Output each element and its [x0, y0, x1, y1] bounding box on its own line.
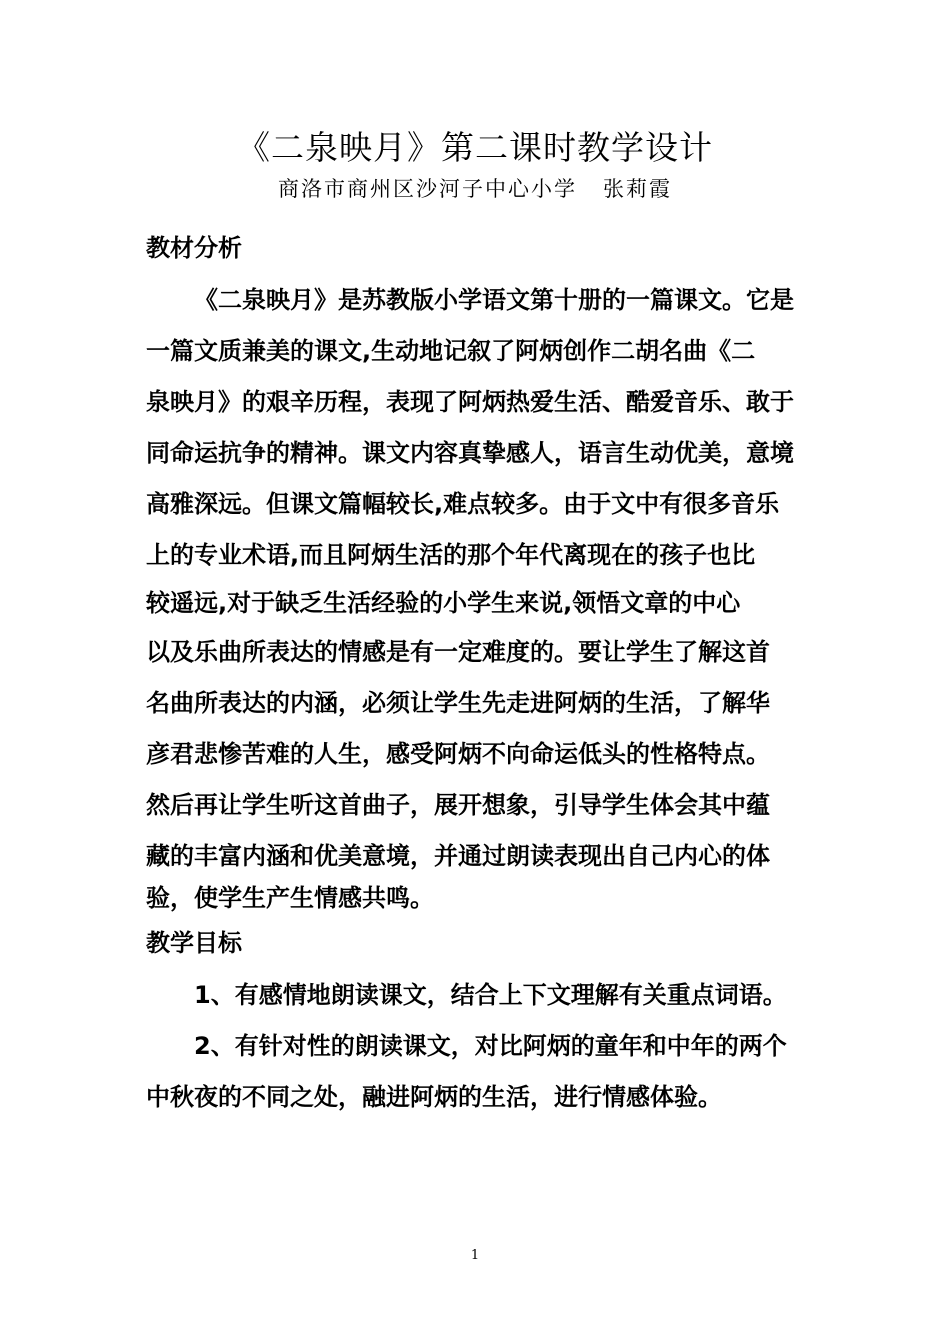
school-name: 商洛市商州区沙河子中心小学: [278, 177, 577, 201]
paragraph-line: 一篇文质兼美的课文,生动地记叙了阿炳创作二胡名曲《二: [146, 337, 756, 365]
section-heading-textbook-analysis: 教材分析: [146, 234, 242, 262]
paragraph-line: 验，使学生产生情感共鸣。: [146, 884, 434, 912]
author-name: 张莉霞: [603, 177, 672, 201]
page-number: 1: [470, 1248, 480, 1263]
objective-line: 中秋夜的不同之处，融进阿炳的生活，进行情感体验。: [146, 1083, 722, 1111]
section-heading-teaching-objectives: 教学目标: [146, 929, 242, 957]
paragraph-line: 《二泉映月》是苏教版小学语文第十册的一篇课文。它是: [194, 286, 794, 314]
paragraph-line: 较遥远,对于缺乏生活经验的小学生来说,领悟文章的中心: [146, 589, 741, 617]
paragraph-line: 藏的丰富内涵和优美意境，并通过朗读表现出自己内心的体: [146, 842, 770, 870]
paragraph-line: 然后再让学生听这首曲子，展开想象，引导学生体会其中蕴: [146, 791, 770, 819]
paragraph-line: 高雅深远。但课文篇幅较长,难点较多。由于文中有很多音乐: [146, 490, 780, 518]
paragraph-line: 同命运抗争的精神。课文内容真挚感人，语言生动优美，意境: [146, 439, 794, 467]
paragraph-line: 上的专业术语,而且阿炳生活的那个年代离现在的孩子也比: [146, 541, 756, 569]
objective-line: 1、有感情地朗读课文，结合上下文理解有关重点词语。: [194, 981, 787, 1009]
paragraph-line: 泉映月》的艰辛历程，表现了阿炳热爱生活、酷爱音乐、敢于: [146, 388, 794, 416]
document-byline: [0, 174, 950, 204]
document-title: 《二泉映月》第二课时教学设计: [237, 128, 713, 167]
paragraph-line: 名曲所表达的内涵，必须让学生先走进阿炳的生活，了解华: [146, 689, 770, 717]
objective-line: 2、有针对性的朗读课文，对比阿炳的童年和中年的两个: [194, 1032, 787, 1060]
paragraph-line: 彦君悲惨苦难的人生，感受阿炳不向命运低头的性格特点。: [146, 740, 770, 768]
paragraph-line: 以及乐曲所表达的情感是有一定难度的。要让学生了解这首: [146, 638, 770, 666]
